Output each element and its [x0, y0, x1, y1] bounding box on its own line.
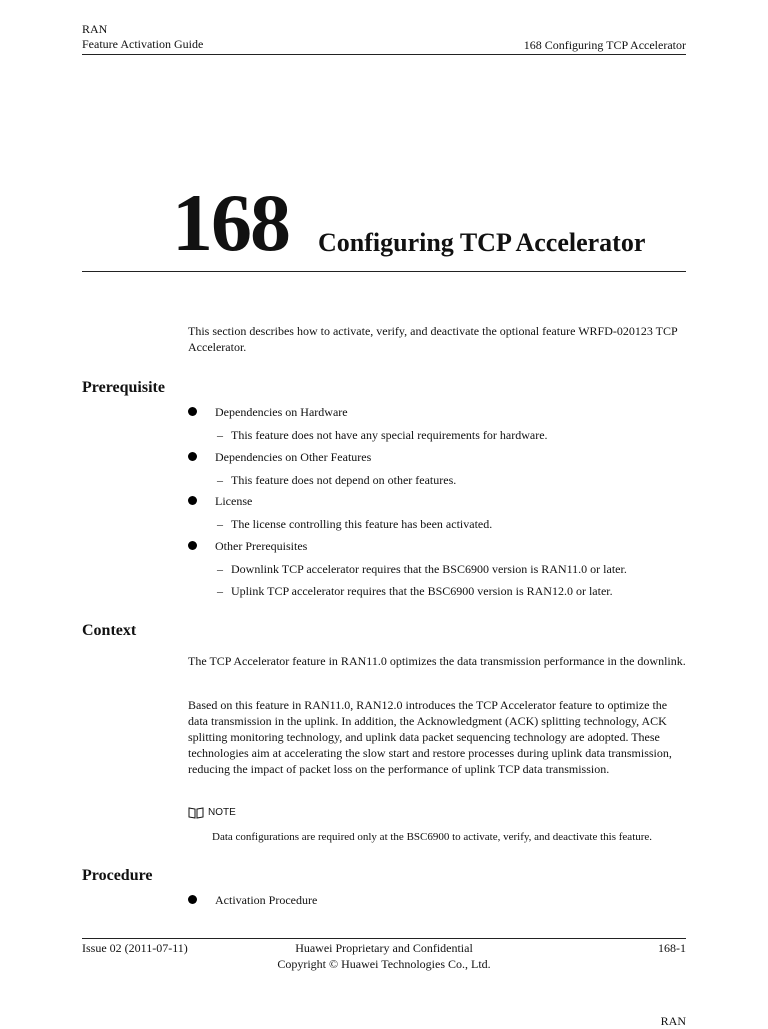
page-header-left	[82, 22, 203, 52]
footer-page-number: 168-1	[658, 941, 686, 955]
note-text: Data configurations are required only at the BSC6900 to activate, verify, and deactivate this feature.	[212, 831, 653, 843]
context-heading: Context	[82, 622, 137, 639]
sub-item-text: This feature does not have any special requirements for hardware.	[231, 428, 548, 442]
sub-item-text: The license controlling this feature has been activated.	[231, 517, 493, 531]
chapter-title: Configuring TCP Accelerator	[318, 228, 646, 257]
header-divider	[82, 54, 686, 55]
header-product: RAN	[82, 22, 108, 36]
dash-marker: –	[217, 562, 223, 576]
bullet-icon	[188, 541, 197, 550]
bullet-icon	[188, 496, 197, 505]
sub-item	[217, 516, 492, 532]
intro-paragraph: This section describes how to activate, verify, and deactivate the optional feature WRFD-020123 TCP Accelerator.	[188, 324, 678, 354]
note-label-text: NOTE	[208, 807, 236, 818]
prerequisite-heading: Prerequisite	[82, 379, 165, 396]
sub-item-text: This feature does not depend on other features.	[231, 473, 457, 487]
context-paragraph-1: The TCP Accelerator feature in RAN11.0 optimizes the data transmission performance in the downlink.	[188, 654, 686, 668]
note-label	[188, 806, 236, 820]
header-chapter-ref: 168 Configuring TCP Accelerator	[523, 38, 686, 52]
sub-item-text: Downlink TCP accelerator requires that the BSC6900 version is RAN11.0 or later.	[231, 562, 627, 576]
sub-item	[217, 561, 627, 577]
dash-marker: –	[217, 584, 223, 598]
bullet-icon	[188, 452, 197, 461]
next-page-header: RAN	[660, 1014, 686, 1028]
list-item-label: Activation Procedure	[215, 893, 318, 907]
sub-item	[217, 583, 613, 599]
dash-marker: –	[217, 428, 223, 442]
list-item	[188, 493, 252, 509]
list-item-label: Other Prerequisites	[215, 539, 308, 553]
context-paragraph-2: Based on this feature in RAN11.0, RAN12.0 introduces the TCP Accelerator feature to optimize the data transmission in the uplink. In addition, the Acknowledgment (ACK) splitting technology, ACK splitting monitoring technology, and uplink data packet sequencing technology are adopted. These technologies aim at accelerating the slow start and restore processes during uplink data transmission, reducing the impact of packet loss on the performance of uplink TCP data transmission.	[188, 698, 672, 776]
list-item	[188, 538, 307, 554]
dash-marker: –	[217, 517, 223, 531]
footer-issue: Issue 02 (2011-07-11)	[82, 941, 188, 955]
list-item-label: Dependencies on Other Features	[215, 450, 372, 464]
list-item-label: Dependencies on Hardware	[215, 405, 348, 419]
sub-item	[217, 472, 456, 488]
footer-divider	[82, 938, 686, 939]
sub-item	[217, 427, 548, 443]
title-divider	[82, 271, 686, 272]
procedure-heading: Procedure	[82, 867, 153, 884]
list-item	[188, 449, 371, 465]
sub-item-text: Uplink TCP accelerator requires that the BSC6900 version is RAN12.0 or later.	[231, 584, 613, 598]
footer-proprietary: Huawei Proprietary and Confidential	[295, 941, 473, 955]
header-guide: Feature Activation Guide	[82, 37, 204, 51]
list-item	[188, 892, 317, 908]
bullet-icon	[188, 895, 197, 904]
list-item-label: License	[215, 494, 253, 508]
list-item	[188, 404, 348, 420]
dash-marker: –	[217, 473, 223, 487]
bullet-icon	[188, 407, 197, 416]
footer-center	[0, 940, 768, 972]
chapter-number: 168	[172, 177, 289, 268]
book-icon	[188, 807, 204, 819]
footer-copyright: Copyright © Huawei Technologies Co., Ltd.	[277, 957, 491, 971]
